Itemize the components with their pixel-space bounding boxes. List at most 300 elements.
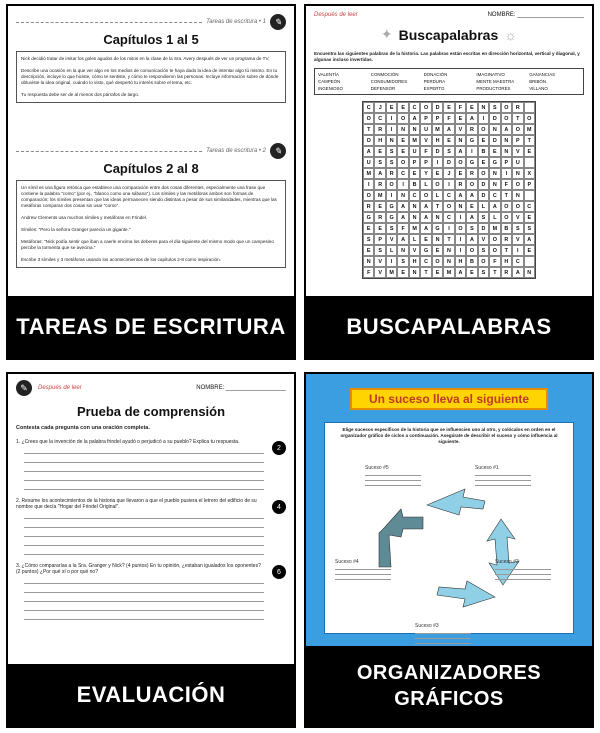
question-text: 2. Resume los acontecimientos de la historia que llevaron a que el pueblo pusiera el letrero del edificio de su nombre que decía "Hogar del Frindel Original". xyxy=(16,498,257,510)
section2-title: Capítulos 2 al 8 xyxy=(103,161,199,176)
grid-letter: R xyxy=(386,168,397,179)
star-icon: ✦ xyxy=(380,26,393,42)
card-evaluation xyxy=(6,372,296,728)
grid-letter: R xyxy=(374,124,385,135)
name-field: NOMBRE: __________________ xyxy=(196,385,286,391)
grid-letter: O xyxy=(363,135,374,146)
grid-letter: I xyxy=(386,256,397,267)
answer-line[interactable] xyxy=(24,481,264,490)
grid-letter: O xyxy=(443,201,454,212)
grid-letter: O xyxy=(478,124,489,135)
grid-letter: T xyxy=(420,267,431,278)
event-box: Suceso #3 xyxy=(415,623,471,644)
grid-letter: D xyxy=(478,179,489,190)
grid-letter: F xyxy=(363,267,374,278)
word-bank-item: CONMOCIÓN xyxy=(370,72,399,77)
grid-letter: C xyxy=(512,256,523,267)
grid-letter: E xyxy=(466,267,477,278)
answer-line[interactable] xyxy=(24,537,264,546)
grid-letter: V xyxy=(512,234,523,245)
grid-letter: P xyxy=(501,157,512,168)
grid-letter: N xyxy=(455,135,466,146)
grid-letter: F xyxy=(501,179,512,190)
grid-letter: S xyxy=(478,267,489,278)
word-search-title: Buscapalabras xyxy=(398,26,499,43)
grid-letter: V xyxy=(512,212,523,223)
sun-icon: ☼ xyxy=(504,26,518,43)
grid-letter: E xyxy=(432,267,443,278)
card-label: EVALUACIÓN xyxy=(8,664,294,726)
word-bank-item: CONSUMIDORES xyxy=(370,79,408,84)
grid-letter: R xyxy=(374,212,385,223)
word-bank-item: PRODUCTORES xyxy=(476,86,511,91)
grid-letter: O xyxy=(397,157,408,168)
grid-letter: I xyxy=(478,113,489,124)
question-item xyxy=(16,563,286,620)
grid-letter: N xyxy=(489,179,500,190)
grid-letter: C xyxy=(443,190,454,201)
grid-letter: V xyxy=(386,234,397,245)
grid-letter: I xyxy=(501,168,512,179)
grid-letter: A xyxy=(420,201,431,212)
question-text: 1. ¿Crees que la invención de la palabra frindel ayudó o perjudicó a su pueblo? Explica tu respuesta. xyxy=(16,439,240,445)
grid-letter: E xyxy=(432,245,443,256)
grid-letter: I xyxy=(386,190,397,201)
grid-letter: O xyxy=(489,245,500,256)
grid-letter: A xyxy=(397,212,408,223)
grid-letter: G xyxy=(420,245,431,256)
grid-letter: E xyxy=(397,102,408,113)
grid-letter: E xyxy=(478,135,489,146)
grid-letter: A xyxy=(466,190,477,201)
word-bank-item: EXPERTO xyxy=(423,86,445,91)
word-bank-item: CAMPEÓN xyxy=(318,79,341,84)
grid-letter: A xyxy=(512,267,523,278)
grid-letter: R xyxy=(466,168,477,179)
grid-letter: N xyxy=(501,146,512,157)
card-graphic-organizers xyxy=(304,372,594,728)
grid-letter: O xyxy=(455,157,466,168)
grid-letter: O xyxy=(501,201,512,212)
grid-letter: I xyxy=(455,234,466,245)
section2-paragraph: Un símil es una figura retórica que establece una comparación entre dos cosas diferentes, especialmente una frase que contiene la palabra "como" (por ej., "blanco como una sábana"). Los símiles y las metáforas ambos son formas de comparación; los símiles presentan que las ideas permanecen siendo distintas a pesar de sus similaridades, mientras que las metáforas comparan dos cosas sin usar "como". xyxy=(21,185,277,208)
grid-letter: C xyxy=(409,190,420,201)
instructions: Encuentra las siguientes palabras de la historia. Las palabras están escritas en dirección horizontal, vertical y diagonal, y algunas incluso invertidas. xyxy=(314,51,580,62)
grid-letter: M xyxy=(443,267,454,278)
grid-letter: I xyxy=(443,223,454,234)
answer-line[interactable] xyxy=(24,510,264,519)
card-label: TAREAS DE ESCRITURA xyxy=(8,296,294,358)
section2-paragraph: Metáforas: "Nick podía sentir que iban a caerle encima los deberes para el día siguiente del mismo modo que un campesino percibe la tormenta que se avecina." xyxy=(21,239,274,250)
grid-letter: A xyxy=(466,234,477,245)
answer-line[interactable] xyxy=(24,593,264,602)
grid-letter: A xyxy=(455,267,466,278)
grid-letter: O xyxy=(363,190,374,201)
grid-letter: V xyxy=(420,135,431,146)
grid-letter: T xyxy=(489,267,500,278)
grid-letter: P xyxy=(512,135,523,146)
grid-letter: N xyxy=(512,168,523,179)
card-word-search xyxy=(304,4,594,360)
grid-letter: O xyxy=(478,168,489,179)
word-search-page xyxy=(314,12,584,279)
grid-letter: J xyxy=(443,168,454,179)
grid-letter: R xyxy=(501,267,512,278)
grid-letter: S xyxy=(478,212,489,223)
grid-letter: I xyxy=(455,212,466,223)
points-badge: 6 xyxy=(272,565,286,579)
grid-letter: G xyxy=(386,201,397,212)
grid-letter: M xyxy=(489,223,500,234)
grid-letter: P xyxy=(409,157,420,168)
answer-line[interactable] xyxy=(24,584,264,593)
grid-letter: N xyxy=(512,190,523,201)
grid-letter: D xyxy=(478,223,489,234)
event-box: Suceso #5 xyxy=(365,465,421,486)
word-bank-item: DEFENSOR xyxy=(370,86,396,91)
section2-header: Tareas de escritura • 2 ✎ xyxy=(16,143,286,159)
grid-letter: O xyxy=(466,245,477,256)
section2-box xyxy=(16,180,286,268)
grid-letter: U xyxy=(420,124,431,135)
writing-tasks-page xyxy=(16,14,286,284)
grid-letter: E xyxy=(374,146,385,157)
points-badge: 4 xyxy=(272,500,286,514)
arrow-5-to-1 xyxy=(427,489,485,515)
grid-letter: M xyxy=(409,135,420,146)
grid-letter: H xyxy=(409,256,420,267)
grid-letter: P xyxy=(420,113,431,124)
grid-letter: C xyxy=(489,190,500,201)
grid-letter: O xyxy=(512,179,523,190)
grid-letter: V xyxy=(512,146,523,157)
grid-letter: E xyxy=(374,201,385,212)
grid-letter: A xyxy=(466,212,477,223)
grid-letter xyxy=(524,102,535,113)
grid-letter: A xyxy=(363,146,374,157)
grid-letter: H xyxy=(501,256,512,267)
grid-letter: L xyxy=(489,212,500,223)
grid-letter: E xyxy=(455,168,466,179)
grid-letter: A xyxy=(420,212,431,223)
grid-letter: O xyxy=(420,102,431,113)
event-box: Suceso #4 xyxy=(335,559,391,580)
answer-line[interactable] xyxy=(24,445,264,454)
grid-letter: A xyxy=(455,146,466,157)
grid-letter xyxy=(524,157,535,168)
cycle-arrows xyxy=(345,467,561,617)
section1-paragraph: Tu respuesta debe ser de al menos dos párrafos de largo. xyxy=(21,92,140,97)
grid-letter: V xyxy=(455,124,466,135)
grid-letter: E xyxy=(397,135,408,146)
arrow-2-to-3 xyxy=(437,581,495,607)
grid-letter: C xyxy=(374,113,385,124)
grid-letter: O xyxy=(432,256,443,267)
grid-letter: A xyxy=(397,234,408,245)
grid-letter: F xyxy=(397,223,408,234)
grid-letter: I xyxy=(397,179,408,190)
grid-letter: E xyxy=(524,245,535,256)
section1-paragraph: Describe una ocasión en la que ver algo en los medios de comunicación te haya dado la idea de intentar algo tú mismo. En tu descripción, incluye lo que hiciste, cómo te sentiste, y cómo te respondieron las personas. Incluye información sobre de dónde obtuviste la idea original, cuándo lo visto, qué despertó tu interés sobre el tema, etc. xyxy=(21,68,279,85)
grid-letter: J xyxy=(374,102,385,113)
grid-letter: R xyxy=(374,179,385,190)
grid-letter: T xyxy=(512,113,523,124)
grid-letter: N xyxy=(363,256,374,267)
grid-letter: R xyxy=(512,102,523,113)
grid-letter: E xyxy=(386,102,397,113)
grid-letter: B xyxy=(466,256,477,267)
instructions: Contesta cada pregunta con una oración completa. xyxy=(16,425,150,431)
grid-letter: F xyxy=(455,102,466,113)
grid-letter: P xyxy=(524,179,535,190)
grid-letter: S xyxy=(386,157,397,168)
grid-letter: X xyxy=(524,168,535,179)
grid-letter: N xyxy=(455,201,466,212)
card-label xyxy=(306,646,592,726)
card-writing-tasks xyxy=(6,4,296,360)
grid-letter: I xyxy=(386,113,397,124)
grid-letter: D xyxy=(489,135,500,146)
grid-letter: E xyxy=(432,168,443,179)
grid-letter: F xyxy=(443,113,454,124)
grid-letter: A xyxy=(455,190,466,201)
grid-letter: S xyxy=(374,157,385,168)
letter-grid xyxy=(362,101,536,279)
grid-letter: A xyxy=(374,168,385,179)
grid-letter: I xyxy=(455,245,466,256)
grid-letter: O xyxy=(512,201,523,212)
grid-letter: A xyxy=(501,124,512,135)
grid-letter: D xyxy=(489,113,500,124)
grid-letter: R xyxy=(501,234,512,245)
grid-letter: M xyxy=(363,168,374,179)
grid-letter: G xyxy=(466,157,477,168)
grid-letter: N xyxy=(443,256,454,267)
word-bank-item: BRIBÓN xyxy=(529,79,547,84)
grid-letter: M xyxy=(386,267,397,278)
grid-letter: C xyxy=(443,212,454,223)
answer-line[interactable] xyxy=(24,519,264,528)
grid-letter: A xyxy=(397,201,408,212)
grid-letter: N xyxy=(409,267,420,278)
grid-letter: E xyxy=(374,223,385,234)
grid-letter: I xyxy=(363,179,374,190)
section1-box xyxy=(16,51,286,103)
grid-letter: E xyxy=(455,113,466,124)
event-box: Suceso #1 xyxy=(475,465,531,486)
grid-letter: V xyxy=(409,245,420,256)
grid-letter: T xyxy=(443,234,454,245)
grid-letter: N xyxy=(432,212,443,223)
grid-letter: N xyxy=(489,124,500,135)
grid-letter: O xyxy=(501,113,512,124)
pen-icon: ✎ xyxy=(270,143,286,159)
grid-letter: G xyxy=(386,212,397,223)
grid-letter: P xyxy=(432,113,443,124)
grid-letter: I xyxy=(466,146,477,157)
grid-letter: R xyxy=(455,179,466,190)
grid-letter: O xyxy=(363,113,374,124)
pen-icon: ✎ xyxy=(270,14,286,30)
grid-letter: O xyxy=(397,113,408,124)
grid-letter: A xyxy=(524,234,535,245)
answer-line[interactable] xyxy=(24,602,264,611)
organizer-background xyxy=(306,374,592,646)
grid-letter: E xyxy=(524,212,535,223)
grid-letter: F xyxy=(489,256,500,267)
section1-title: Capítulos 1 al 5 xyxy=(103,32,199,47)
grid-letter: E xyxy=(420,234,431,245)
grid-letter: E xyxy=(363,223,374,234)
grid-letter: N xyxy=(478,102,489,113)
grid-letter: B xyxy=(478,146,489,157)
grid-letter: G xyxy=(489,157,500,168)
grid-letter: S xyxy=(386,223,397,234)
grid-letter: N xyxy=(409,212,420,223)
grid-letter: F xyxy=(420,146,431,157)
section1-header: Tareas de escritura • 1 ✎ xyxy=(16,14,286,30)
word-bank-item: DONACIÓN xyxy=(423,72,448,77)
grid-letter: S xyxy=(489,102,500,113)
grid-letter xyxy=(524,256,535,267)
grid-letter: P xyxy=(420,157,431,168)
grid-letter: A xyxy=(466,113,477,124)
pen-icon: ✎ xyxy=(16,380,32,396)
grid-letter: I xyxy=(512,245,523,256)
answer-line[interactable] xyxy=(24,611,264,620)
grid-letter: S xyxy=(512,223,523,234)
grid-letter: E xyxy=(489,146,500,157)
answer-line[interactable] xyxy=(24,575,264,584)
word-bank-item: GANANCIAS xyxy=(529,72,556,77)
grid-letter: E xyxy=(466,102,477,113)
grid-letter: E xyxy=(524,146,535,157)
organizer-title: Un suceso lleva al siguiente xyxy=(350,388,548,410)
grid-letter: V xyxy=(374,267,385,278)
grid-letter: N xyxy=(409,124,420,135)
grid-letter: S xyxy=(524,223,535,234)
grid-letter: D xyxy=(432,146,443,157)
grid-letter: D xyxy=(432,102,443,113)
grid-letter: S xyxy=(363,234,374,245)
grid-letter: R xyxy=(363,201,374,212)
grid-letter: C xyxy=(397,168,408,179)
grid-letter: T xyxy=(432,201,443,212)
grid-letter: S xyxy=(397,256,408,267)
grid-letter: H xyxy=(432,135,443,146)
grid-letter: C xyxy=(524,201,535,212)
grid-letter: B xyxy=(501,223,512,234)
grid-letter: E xyxy=(478,157,489,168)
grid-letter: T xyxy=(363,124,374,135)
grid-letter: A xyxy=(409,113,420,124)
answer-line[interactable] xyxy=(24,454,264,463)
section2-paragraph: Escribe 3 símiles y 3 metáforas usando los acontecimientos de los capítulos 2-8 como inspiración. xyxy=(21,257,221,262)
word-search-header xyxy=(314,12,584,18)
evaluation-page xyxy=(16,380,286,620)
instructions: Elige sucesos específicos de la historia que se influencien uno al otro, y colócalos en orden en el organizador gráfico de ciclos a continuación. Asegúrate de describir el suceso y cómo influencia al siguiente. xyxy=(340,427,558,444)
grid-letter: O xyxy=(501,212,512,223)
grid-letter: G xyxy=(466,135,477,146)
grid-letter: O xyxy=(512,124,523,135)
evaluation-title: Prueba de comprensión xyxy=(76,404,226,419)
grid-letter: E xyxy=(397,146,408,157)
grid-letter: O xyxy=(489,234,500,245)
grid-letter: T xyxy=(524,135,535,146)
grid-letter: M xyxy=(432,124,443,135)
grid-letter: N xyxy=(489,168,500,179)
question-item xyxy=(16,439,286,490)
card-label-line: GRÁFICOS xyxy=(394,688,504,710)
grid-letter: N xyxy=(397,245,408,256)
grid-letter: S xyxy=(374,245,385,256)
question-item xyxy=(16,498,286,555)
grid-letter: C xyxy=(363,102,374,113)
header-label: Después de leer xyxy=(38,385,82,391)
grid-letter: O xyxy=(466,179,477,190)
grid-letter: I xyxy=(443,179,454,190)
grid-letter: H xyxy=(374,135,385,146)
grid-letter: U xyxy=(363,157,374,168)
event-box: Suceso #2 xyxy=(495,559,551,580)
grid-letter: O xyxy=(432,179,443,190)
grid-letter: B xyxy=(409,179,420,190)
grid-letter: N xyxy=(524,267,535,278)
grid-letter: N xyxy=(397,124,408,135)
grid-letter: U xyxy=(409,146,420,157)
section2-paragraph: Andrew Clements usa muchos símiles y metáforas en Frindel. xyxy=(21,215,148,220)
grid-letter: S xyxy=(386,146,397,157)
grid-letter: S xyxy=(478,245,489,256)
card-label-line: ORGANIZADORES xyxy=(356,662,542,684)
grid-letter: U xyxy=(512,157,523,168)
name-field: NOMBRE: ____________________ xyxy=(487,12,584,18)
grid-letter: N xyxy=(443,245,454,256)
grid-letter: E xyxy=(443,102,454,113)
grid-letter: O xyxy=(420,190,431,201)
grid-letter: O xyxy=(501,102,512,113)
grid-letter: E xyxy=(397,267,408,278)
grid-letter: I xyxy=(432,157,443,168)
points-badge: 2 xyxy=(272,441,286,455)
grid-letter: I xyxy=(386,124,397,135)
grid-letter: R xyxy=(466,124,477,135)
grid-letter: A xyxy=(489,201,500,212)
grid-letter: N xyxy=(432,234,443,245)
grid-letter: T xyxy=(501,245,512,256)
grid-letter: N xyxy=(409,201,420,212)
section1-paragraph: Nick decidió tratar de imitar los goles agudos de los mitos en la clase de la Sra. Avery después de ver un programa de TV. xyxy=(21,56,270,61)
question-list xyxy=(16,439,286,620)
grid-letter: S xyxy=(466,223,477,234)
grid-letter: O xyxy=(386,179,397,190)
grid-letter: G xyxy=(432,223,443,234)
grid-letter: V xyxy=(374,256,385,267)
grid-letter: L xyxy=(420,179,431,190)
answer-line[interactable] xyxy=(24,546,264,555)
word-bank-item: MENTE MAESTRA xyxy=(476,79,515,84)
grid-letter: N xyxy=(397,190,408,201)
answer-line[interactable] xyxy=(24,463,264,472)
grid-letter: E xyxy=(466,201,477,212)
grid-letter: G xyxy=(363,212,374,223)
grid-letter: E xyxy=(363,245,374,256)
answer-line[interactable] xyxy=(24,528,264,537)
answer-line[interactable] xyxy=(24,472,264,481)
grid-letter: L xyxy=(478,201,489,212)
grid-letter: L xyxy=(386,245,397,256)
grid-letter: Y xyxy=(420,168,431,179)
